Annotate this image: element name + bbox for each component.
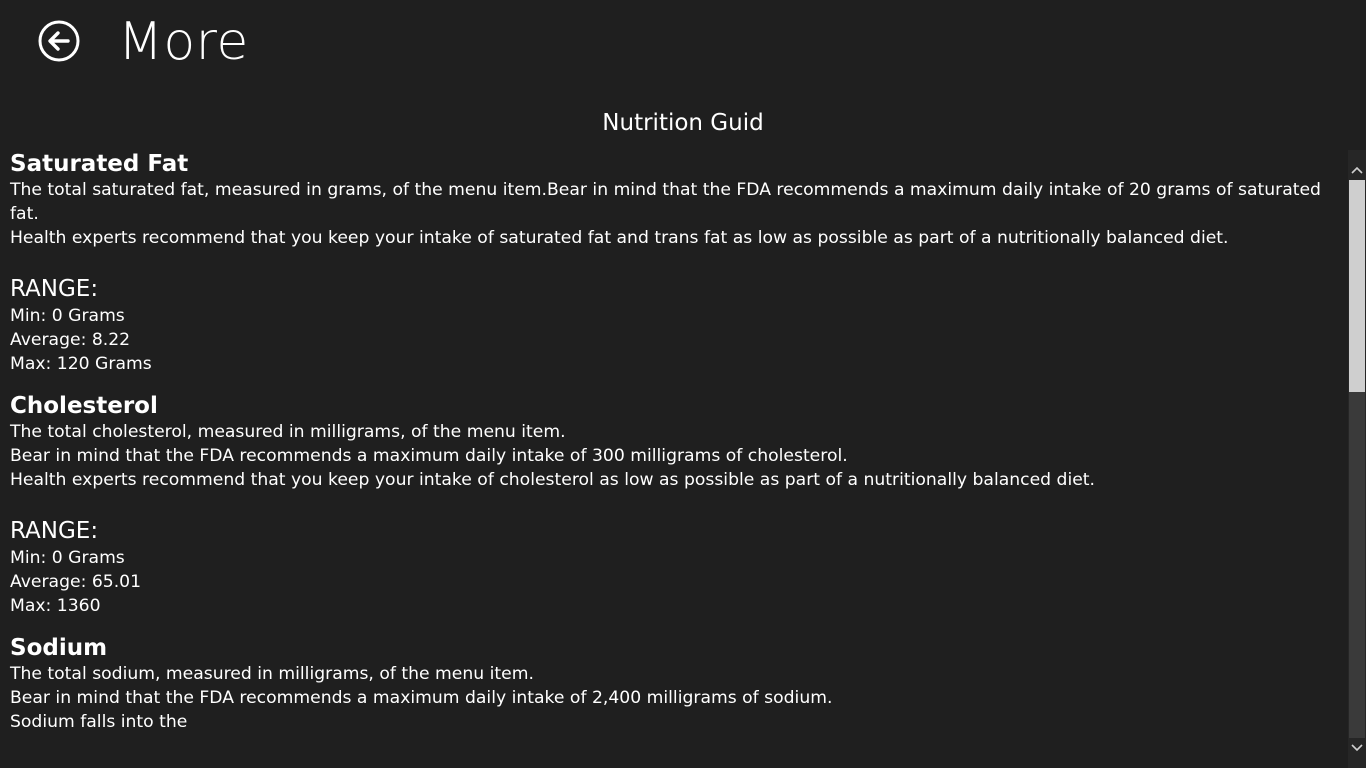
entry-description-line: Bear in mind that the FDA recommends a maximum daily intake of 300 milligrams of cholesterol. <box>10 446 848 466</box>
range-label: RANGE: <box>10 276 99 302</box>
scroll-up-button[interactable] <box>1348 158 1366 182</box>
entry-description-line: The total saturated fat, measured in grams, of the menu item.Bear in mind that the FDA recommends a maximum daily intake of 20 grams of saturated fat. <box>10 180 1321 224</box>
chevron-down-icon <box>1350 743 1364 753</box>
entry-spacer <box>10 250 1340 274</box>
entry-description-line: Sodium falls into the <box>10 712 188 732</box>
nutrition-guide-content <box>10 150 1340 734</box>
entry-description-line: Bear in mind that the FDA recommends a maximum daily intake of 2,400 milligrams of sodium. <box>10 688 833 708</box>
entry-spacer <box>10 492 1340 516</box>
entry-cholesterol <box>10 392 1340 618</box>
arrow-left-circle-icon <box>38 20 80 62</box>
scroll-down-button[interactable] <box>1348 736 1366 760</box>
range-max: Max: 120 Grams <box>10 354 152 374</box>
scrollbar-track[interactable] <box>1349 392 1365 738</box>
entry-title: Cholesterol <box>10 393 158 419</box>
range-min: Min: 0 Grams <box>10 548 125 568</box>
entry-saturated-fat <box>10 150 1340 376</box>
entry-description-line: Health experts recommend that you keep your intake of cholesterol as low as possible as part of a nutritionally balanced diet. <box>10 470 1096 490</box>
content-scroll-area[interactable] <box>0 150 1348 768</box>
range-min: Min: 0 Grams <box>10 306 125 326</box>
back-button[interactable] <box>38 20 80 62</box>
range-average: Average: 65.01 <box>10 572 142 592</box>
range-max: Max: 1360 <box>10 596 101 616</box>
entry-description-line: The total cholesterol, measured in milligrams, of the menu item. <box>10 422 566 442</box>
entry-title: Saturated Fat <box>10 151 189 177</box>
vertical-scrollbar[interactable] <box>1348 150 1366 768</box>
section-heading: Nutrition Guid <box>602 110 764 136</box>
range-label: RANGE: <box>10 518 99 544</box>
chevron-up-icon <box>1350 165 1364 175</box>
entry-title: Sodium <box>10 635 108 661</box>
page-title: More <box>118 12 249 72</box>
entry-description-line: The total sodium, measured in milligrams, of the menu item. <box>10 664 534 684</box>
entry-description-line: Health experts recommend that you keep your intake of saturated fat and trans fat as low as possible as part of a nutritionally balanced diet. <box>10 228 1229 248</box>
scrollbar-thumb[interactable] <box>1349 180 1365 392</box>
range-average: Average: 8.22 <box>10 330 131 350</box>
entry-sodium <box>10 634 1340 734</box>
